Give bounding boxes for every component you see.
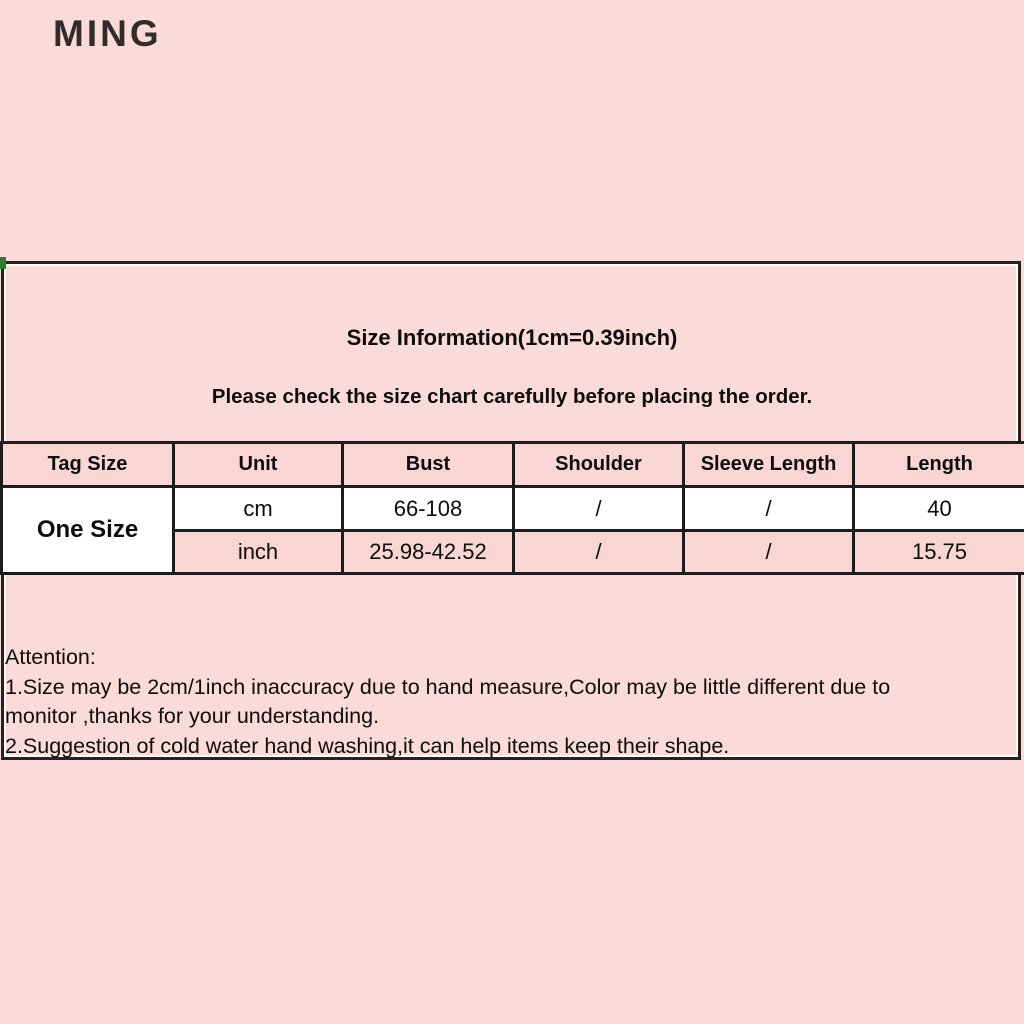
table-row-cm	[2, 487, 1024, 531]
cell-length-inch: 15.75	[854, 531, 1024, 574]
attention-line-2: monitor ,thanks for your understanding.	[5, 704, 380, 729]
attention-line-1: 1.Size may be 2cm/1inch inaccuracy due to hand measure,Color may be little different due to	[5, 674, 891, 699]
cell-unit-inch: inch	[174, 531, 343, 574]
size-info-title: Size Information(1cm=0.39inch)	[346, 325, 678, 350]
header-length: Length	[854, 443, 1024, 487]
size-table	[0, 441, 1024, 575]
attention-line-3: 2.Suggestion of cold water hand washing,it can help items keep their shape.	[5, 733, 730, 758]
size-info-subtitle: Please check the size chart carefully before placing the order.	[211, 385, 813, 408]
header-tag-size: Tag Size	[2, 443, 174, 487]
cell-tag-size: One Size	[2, 487, 174, 574]
attention-heading: Attention:	[5, 645, 96, 669]
table-header-row	[2, 443, 1024, 487]
cell-sleeve-length-cm: /	[684, 487, 854, 531]
brand-logo: MING	[53, 13, 162, 54]
cell-sleeve-length-inch: /	[684, 531, 854, 574]
header-bust: Bust	[343, 443, 514, 487]
green-corner-mark	[0, 257, 6, 269]
attention-block	[5, 643, 890, 761]
cell-length-cm: 40	[854, 487, 1024, 531]
cell-bust-inch: 25.98-42.52	[343, 531, 514, 574]
header-shoulder: Shoulder	[514, 443, 684, 487]
cell-shoulder-inch: /	[514, 531, 684, 574]
cell-unit-cm: cm	[174, 487, 343, 531]
cell-shoulder-cm: /	[514, 487, 684, 531]
header-unit: Unit	[174, 443, 343, 487]
cell-bust-cm: 66-108	[343, 487, 514, 531]
header-sleeve-length: Sleeve Length	[684, 443, 854, 487]
